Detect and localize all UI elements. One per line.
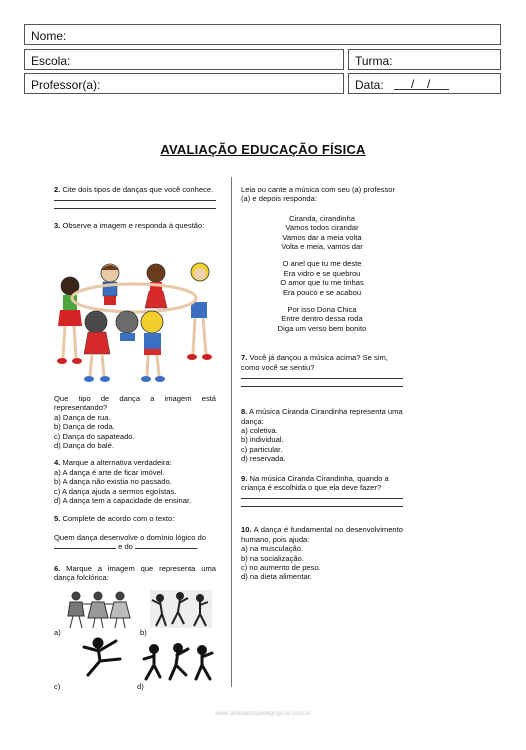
page-title: AVALIAÇÃO EDUCAÇÃO FÍSICA: [160, 142, 366, 157]
question-10-number: 10.: [241, 525, 252, 535]
answer-line[interactable]: [241, 386, 403, 387]
answer-line[interactable]: [241, 498, 403, 499]
watermark: www.atividadespedagogicas.com.br: [215, 711, 311, 717]
date-field[interactable]: [348, 73, 501, 94]
option-a-label: a): [54, 628, 61, 637]
question-2-number: 2.: [54, 185, 61, 194]
question-5-line-2: [54, 542, 216, 551]
date-slash-2: /: [427, 77, 431, 91]
question-8-option-d[interactable]: d) reservada.: [241, 454, 286, 464]
question-2: [54, 185, 216, 194]
poem-line: Por isso Dona Chica: [287, 305, 357, 315]
child-figure: [187, 263, 212, 360]
question-9-text: Na música Ciranda Cirandinha, quando a criança é escolhida o que ela deve fazer?: [241, 473, 389, 492]
option-b-label: b): [140, 628, 147, 637]
poem-line: Era vidro e se quebrou: [283, 268, 361, 278]
question-10-option-d[interactable]: d) na dieta alimentar.: [241, 572, 312, 582]
question-10-option-b[interactable]: b) na socialização.: [241, 553, 304, 563]
poem-line: Ciranda, cirandinha: [289, 213, 355, 223]
question-8-option-a[interactable]: a) coletiva.: [241, 425, 278, 435]
child-figure: [116, 311, 138, 341]
children-circle-dance-image: [52, 258, 215, 385]
question-8: [241, 407, 403, 426]
answer-line[interactable]: [241, 378, 403, 379]
question-4-option-b[interactable]: b) A dança não existia no passado.: [54, 477, 172, 487]
folk-dance-image-a[interactable]: [64, 590, 134, 630]
question-7-text: Você já dançou a música acima? Se sim, como você se sentiu?: [241, 353, 388, 372]
question-8-number: 8.: [241, 407, 248, 417]
question-8-text: A música Ciranda Cirandinha representa uma dança:: [241, 407, 403, 426]
question-6-text: Marque a imagem que representa uma dança folclórica:: [54, 563, 216, 583]
question-7-number: 7.: [241, 353, 248, 363]
date-label: Data:: [355, 78, 384, 92]
question-3-option-c[interactable]: c) Dança do sapateado.: [54, 431, 135, 441]
class-label: Turma:: [355, 54, 393, 68]
question-10-option-c[interactable]: c) no aumento de peso.: [241, 562, 321, 572]
question-4-number: 4.: [54, 458, 61, 468]
name-field[interactable]: [24, 24, 501, 45]
answer-line[interactable]: [241, 506, 403, 507]
poem-line: Entre dentro dessa roda: [281, 314, 363, 324]
question-3-number: 3.: [54, 221, 61, 231]
child-figure: [57, 277, 82, 364]
class-field[interactable]: [348, 49, 501, 70]
poem-line: Vamos dar a meia volta: [282, 232, 362, 242]
question-7: [241, 353, 403, 372]
poem-line: O anel que tu me deste: [282, 259, 362, 269]
question-5-number: 5.: [54, 514, 61, 524]
question-4-option-a[interactable]: a) A dança é arte de ficar imóvel.: [54, 467, 165, 477]
blank-field[interactable]: [135, 548, 197, 549]
poem-line: Volta e meia, vamos dar: [281, 242, 363, 252]
question-9: [241, 474, 403, 493]
child-figure: [141, 311, 165, 382]
folk-dance-image-c[interactable]: [80, 637, 124, 679]
question-4-text: Marque a alternativa verdadeira:: [62, 458, 172, 468]
left-column-lower: [54, 394, 216, 583]
answer-line[interactable]: [54, 208, 216, 209]
poem-line: Vamos todos cirandar: [285, 223, 359, 233]
question-10: [241, 525, 403, 544]
folk-dance-image-d[interactable]: [142, 643, 214, 683]
question-4: [54, 458, 216, 467]
poem: [241, 214, 403, 333]
name-label: Nome:: [31, 29, 67, 43]
folk-dance-image-b[interactable]: [150, 590, 212, 628]
question-5-line-1: Quem dança desenvolve o domínio lógico do: [54, 532, 206, 542]
question-10-option-a[interactable]: a) na musculação.: [241, 544, 304, 554]
teacher-label: Professor(a):: [31, 78, 101, 92]
blank-field[interactable]: [54, 548, 116, 549]
question-2-text: Cite dois tipos de danças que você conhece.: [62, 185, 214, 194]
question-3-prompt: Que tipo de dança a imagem está representando?: [54, 394, 216, 413]
answer-line[interactable]: [54, 200, 216, 201]
column-divider: [231, 177, 232, 687]
question-5-period: .: [197, 542, 200, 552]
question-5: [54, 514, 216, 523]
date-underline: [394, 77, 449, 90]
question-5-text: Complete de acordo com o texto:: [62, 514, 175, 524]
question-3: [54, 221, 216, 230]
poem-line: O amor que tu me tinhas: [280, 278, 364, 288]
poem-line: Diga um verso bem bonito: [277, 323, 367, 333]
child-figure: [84, 311, 110, 382]
question-6-number: 6.: [54, 563, 61, 573]
poem-line: Era pouco e se acabou: [282, 287, 362, 297]
question-4-option-d[interactable]: d) A dança tem a capacidade de ensinar.: [54, 496, 192, 506]
question-3-option-b[interactable]: b) Dança de roda.: [54, 422, 115, 432]
left-column: [54, 185, 216, 231]
question-10-text: A dança é fundamental no desenvolvimento humano, pois ajuda:: [241, 525, 403, 544]
school-field[interactable]: [24, 49, 344, 70]
question-3-option-a[interactable]: a) Dança de rua.: [54, 412, 111, 422]
question-9-number: 9.: [241, 473, 248, 483]
question-6: [54, 564, 216, 583]
date-slash-1: /: [411, 77, 415, 91]
question-5-connector: e do: [118, 542, 133, 552]
poem-intro: Leia ou cante a música com seu (a) professor (a) e depois responda:: [241, 185, 396, 204]
question-8-option-c[interactable]: c) particular.: [241, 444, 283, 454]
question-3-text: Observe a imagem e responda à questão:: [62, 221, 205, 231]
question-4-option-c[interactable]: c) A dança ajuda a sermos egoístas.: [54, 486, 177, 496]
option-c-label: c): [54, 682, 61, 691]
teacher-field[interactable]: [24, 73, 344, 94]
question-8-option-b[interactable]: b) individual.: [241, 435, 284, 445]
question-3-option-d[interactable]: d) Dança do balé.: [54, 441, 114, 451]
school-label: Escola:: [31, 54, 71, 68]
option-d-label: d): [137, 682, 144, 691]
right-column: [241, 185, 403, 582]
